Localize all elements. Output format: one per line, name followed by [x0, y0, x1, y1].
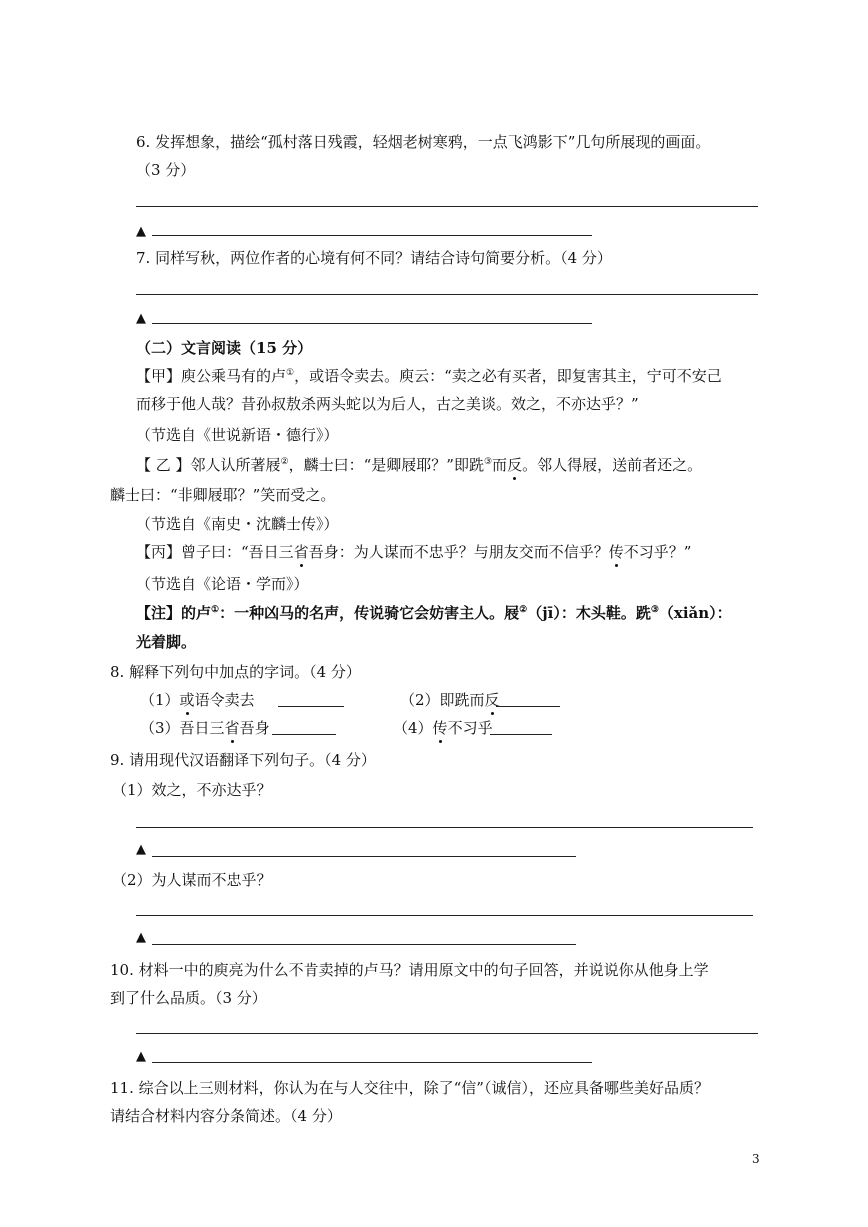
q8-item-3: （3）吾日三省吾身	[140, 719, 270, 737]
q11-line1: 11. 综合以上三则材料，你认为在与人交往中，除了“信”（诚信），还应具备哪些美好品质？	[110, 1079, 709, 1097]
section2-heading: （二）文言阅读（15 分）	[136, 339, 313, 357]
q10-answer-line-2[interactable]	[152, 1062, 592, 1063]
jia-source: （节选自《世说新语・德行》）	[136, 426, 339, 444]
q10-line2: 到了什么品质。（3 分）	[110, 989, 267, 1007]
bing-dotted-char-2: 传	[608, 543, 624, 561]
bing-dotted-char-1: 省	[293, 543, 309, 561]
yi-dotted-char: 反	[507, 456, 523, 474]
q6-line1: 6. 发挥想象，描绘“孤村落日残霞，轻烟老树寒鸦，一点飞鸿影下”几句所展现的画面。	[136, 133, 711, 151]
q10-answer-marker: ▲	[136, 1049, 146, 1064]
q8-item-4: （4）传不习乎	[393, 719, 493, 737]
q8-item1-blank[interactable]	[278, 690, 344, 707]
q7-answer-line-1[interactable]	[136, 294, 758, 295]
q6-answer-marker: ▲	[136, 224, 146, 239]
q6-line2: （3 分）	[136, 161, 196, 179]
q8-item2-blank[interactable]	[496, 690, 560, 707]
q6-answer-line-2[interactable]	[152, 235, 592, 236]
q8-question: 8. 解释下列句中加点的字词。（4 分）	[110, 663, 361, 681]
yi-source: （节选自《南史・沈麟士传》）	[136, 515, 339, 533]
yi-line2: 麟士曰：“非卿屐耶？”笑而受之。	[110, 486, 336, 504]
bing-line1: 【丙】曾子曰：“吾日三省吾身：为人谋而不忠乎？与朋友交而不信乎？传不习乎？”	[136, 543, 692, 561]
q10-answer-line-1[interactable]	[136, 1033, 758, 1034]
note-line1: 【注】的卢①：一种凶马的名声，传说骑它会妨害主人。屐②（jī）：木头鞋。跣③（xiǎn）：	[136, 604, 732, 622]
q8-item4-blank[interactable]	[490, 718, 552, 735]
note-line2: 光着脚。	[136, 633, 197, 651]
q9-sub2-answer-line-1[interactable]	[136, 915, 753, 916]
q9-sub2-answer-line-2[interactable]	[152, 944, 576, 945]
q6-answer-line-1[interactable]	[136, 206, 758, 207]
q9-sub1-answer-line-2[interactable]	[152, 856, 576, 857]
q8-item-1: （1）或语令卖去	[140, 691, 255, 709]
q9-sub1-answer-marker: ▲	[136, 842, 146, 857]
q8-item3-dotted-char: 省	[224, 719, 240, 737]
q9-sub2: （2）为人谋而不忠乎？	[112, 871, 272, 889]
q7-question: 7. 同样写秋，两位作者的心境有何不同？请结合诗句简要分析。（4 分）	[136, 249, 612, 267]
q9-sub2-answer-marker: ▲	[136, 930, 146, 945]
q7-answer-marker: ▲	[136, 311, 146, 326]
bing-source: （节选自《论语・学而》）	[136, 575, 309, 593]
jia-line2: 而移于他人哉？昔孙叔敖杀两头蛇以为后人，古之美谈。效之，不亦达乎？”	[136, 395, 639, 413]
q8-item2-dotted-char: 反	[484, 691, 500, 709]
q8-item1-dotted-char: 或	[179, 691, 195, 709]
q9-question: 9. 请用现代汉语翻译下列句子。（4 分）	[110, 751, 376, 769]
q11-line2: 请结合材料内容分条简述。（4 分）	[110, 1107, 342, 1125]
q8-item-2: （2）即跣而反	[400, 691, 500, 709]
q7-answer-line-2[interactable]	[152, 323, 592, 324]
q8-item3-blank[interactable]	[272, 718, 336, 735]
q9-sub1: （1）效之，不亦达乎？	[112, 781, 272, 799]
q8-item4-dotted-char: 传	[432, 719, 448, 737]
q10-line1: 10. 材料一中的庾亮为什么不肯卖掉的卢马？请用原文中的句子回答，并说说你从他身上学	[110, 961, 709, 979]
page-number: 3	[752, 1152, 760, 1166]
yi-line1: 【 乙 】邻人认所著屐②，麟士曰：“是卿屐耶？”即跣③而反。邻人得屐，送前者还之。	[136, 456, 703, 474]
jia-line1: 【甲】庾公乘马有的卢①，或语令卖去。庾云：“卖之必有买者，即复害其主，宁可不安己	[136, 367, 722, 385]
q9-sub1-answer-line-1[interactable]	[136, 827, 753, 828]
